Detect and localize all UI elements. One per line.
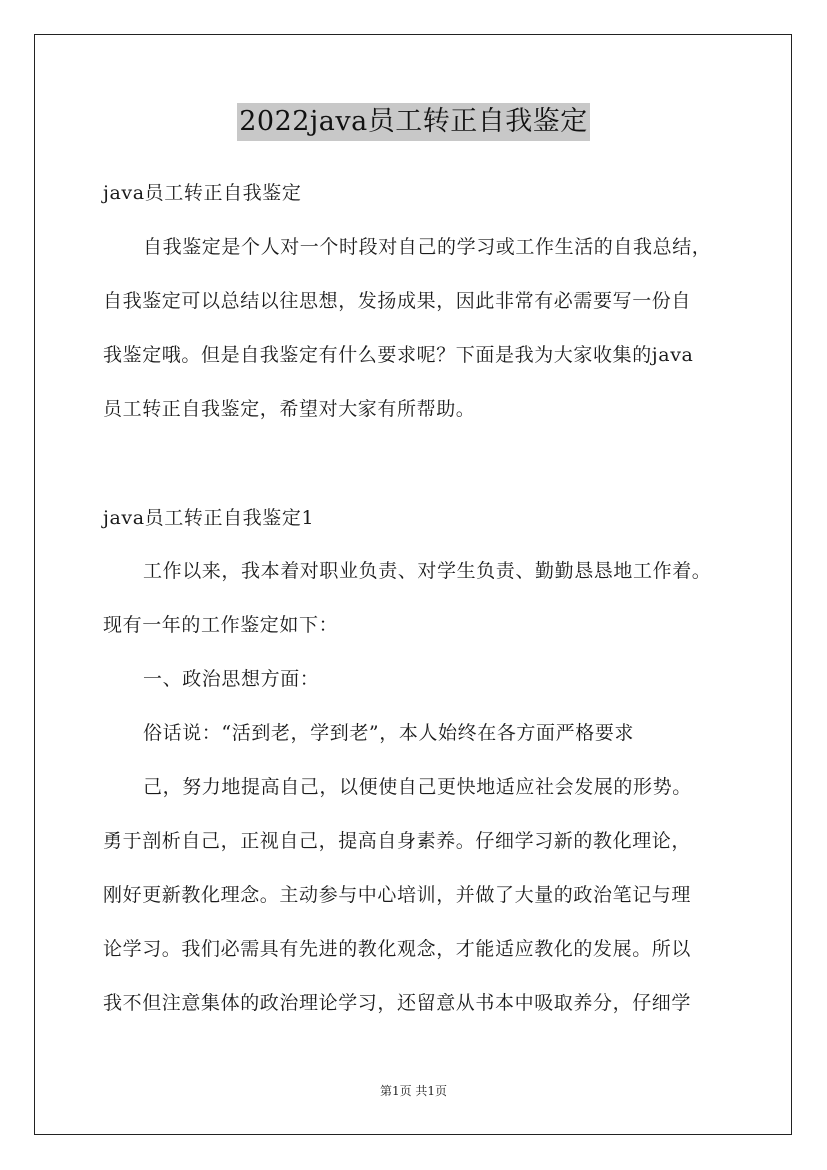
- paragraph-line: 论学习。我们必需具有先进的教化观念，才能适应教化的发展。所以: [103, 938, 692, 960]
- title-container: [0, 103, 827, 141]
- paragraph-line: 自我鉴定是个人对一个时段对自己的学习或工作生活的自我总结，: [143, 236, 712, 258]
- paragraph-line: 己，努力地提高自己，以便使自己更快地适应社会发展的形势。: [143, 776, 692, 798]
- paragraph-line: 员工转正自我鉴定，希望对大家有所帮助。: [103, 398, 476, 420]
- page-footer: 第1页 共1页: [379, 1084, 448, 1098]
- paragraph-line: 自我鉴定可以总结以往思想，发扬成果，因此非常有必需要写一份自: [103, 290, 692, 312]
- paragraph-line: 工作以来，我本着对职业负责、对学生负责、勤勤恳恳地工作着。: [143, 560, 712, 582]
- document-title: 2022java员工转正自我鉴定: [237, 103, 590, 141]
- paragraph-line: 我鉴定哦。但是自我鉴定有什么要求呢？下面是我为大家收集的java: [103, 344, 694, 366]
- paragraph-line: 刚好更新教化理念。主动参与中心培训，并做了大量的政治笔记与理: [103, 884, 692, 906]
- subheading: 一、政治思想方面：: [143, 668, 320, 690]
- paragraph-line: 现有一年的工作鉴定如下：: [103, 614, 339, 636]
- paragraph-line: 俗话说：“活到老，学到老”，本人始终在各方面严格要求: [143, 722, 635, 744]
- section-heading: java员工转正自我鉴定1: [103, 507, 315, 529]
- paragraph-line: 勇于剖析自己，正视自己，提高自身素养。仔细学习新的教化理论，: [103, 830, 692, 852]
- paragraph-line: 我不但注意集体的政治理论学习，还留意从书本中吸取养分，仔细学: [103, 992, 692, 1014]
- section-heading: java员工转正自我鉴定: [103, 182, 302, 204]
